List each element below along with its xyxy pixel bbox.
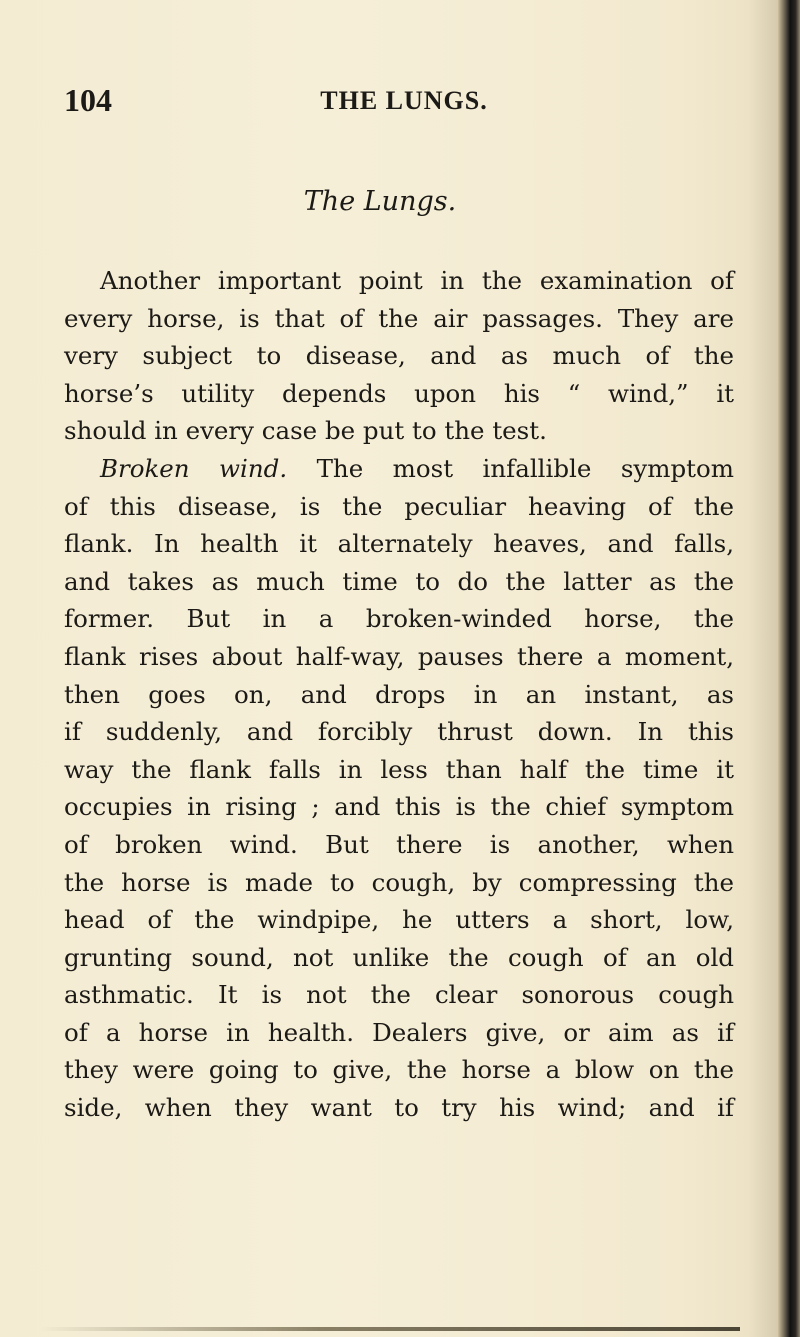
text-line: the horse is made to cough, by compressing the bbox=[64, 867, 734, 897]
text-line: and takes as much time to do the latter as the bbox=[64, 566, 734, 596]
text-line: former. But in a broken-winded horse, the bbox=[64, 604, 734, 634]
run-in-heading: Broken wind. bbox=[100, 453, 288, 483]
text-line: they were going to give, the horse a blow on the bbox=[64, 1055, 734, 1085]
text-line: then goes on, and drops in an instant, as bbox=[64, 679, 734, 709]
text-line: of a horse in health. Dealers give, or aim as if bbox=[64, 1017, 734, 1047]
text-line: flank rises about half-way, pauses there a moment, bbox=[64, 641, 734, 671]
running-head: THE LUNGS. bbox=[320, 86, 488, 115]
text-line: of broken wind. But there is another, when bbox=[64, 829, 734, 859]
body-text bbox=[64, 262, 734, 1127]
text-line: head of the windpipe, he utters a short, low, bbox=[64, 905, 734, 935]
text-line: way the flank falls in less than half the time it bbox=[64, 754, 734, 784]
text-line: should in every case be put to the test. bbox=[64, 416, 547, 446]
text-line: grunting sound, not unlike the cough of an old bbox=[64, 942, 734, 972]
text-line: occupies in rising ; and this is the chief symptom bbox=[64, 792, 734, 822]
book-spine bbox=[778, 0, 800, 1337]
section-title: The Lungs. bbox=[303, 186, 457, 217]
page-header bbox=[64, 82, 744, 122]
text-line: if suddenly, and forcibly thrust down. In this bbox=[64, 717, 734, 747]
text-line: every horse, is that of the air passages. They are bbox=[64, 303, 734, 333]
page-bottom-edge bbox=[40, 1327, 740, 1331]
text-line: asthmatic. It is not the clear sonorous cough bbox=[64, 980, 734, 1010]
text-line bbox=[64, 450, 734, 488]
text-line: horse’s utility depends upon his “ wind,” it bbox=[64, 378, 734, 408]
text-line: Another important point in the examination of bbox=[100, 266, 734, 295]
text-line: flank. In health it alternately heaves, and falls, bbox=[64, 529, 734, 559]
text-line: very subject to disease, and as much of the bbox=[64, 341, 734, 371]
text-line: of this disease, is the peculiar heaving of the bbox=[64, 491, 734, 521]
page-number: 104 bbox=[64, 82, 112, 118]
text-line: side, when they want to try his wind; and if bbox=[64, 1093, 734, 1123]
text-fragment: The most infallible symptom bbox=[287, 453, 734, 483]
